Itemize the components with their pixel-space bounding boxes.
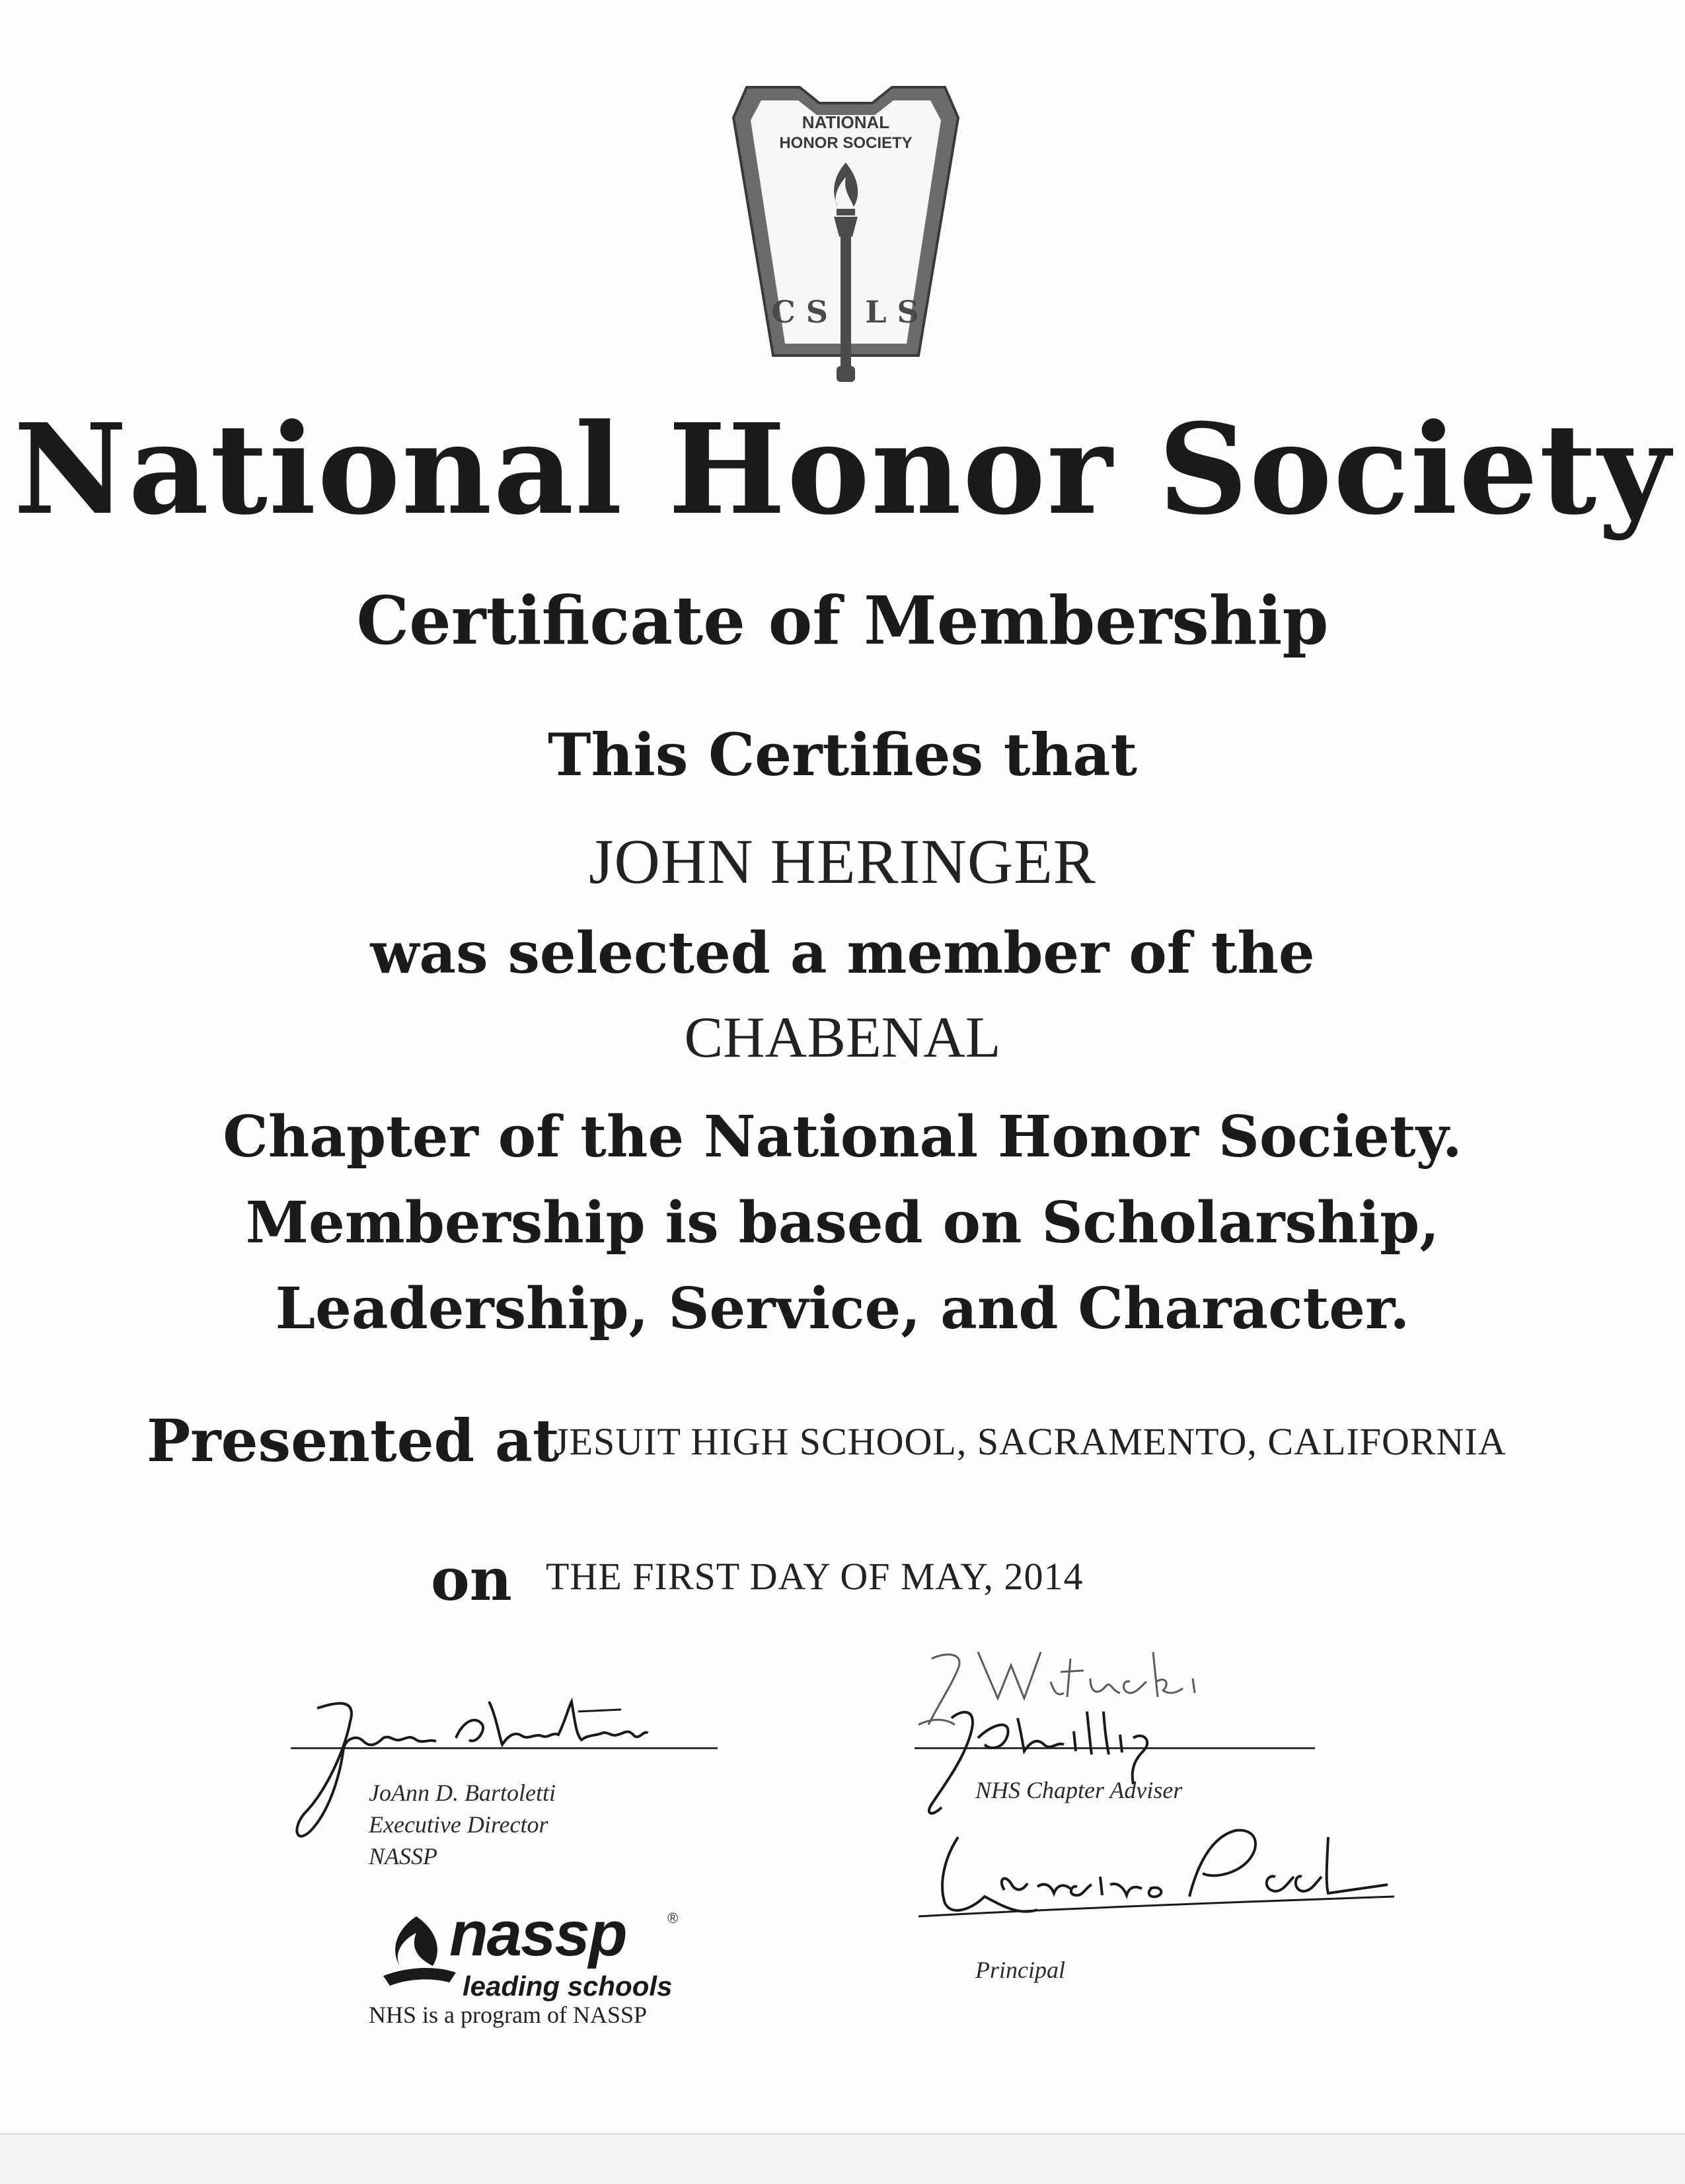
presented-label: Presented at: [147, 1406, 560, 1475]
nassp-registered-mark: ®: [667, 1910, 679, 1926]
principal-label: Principal: [975, 1957, 1065, 1983]
director-title: Executive Director: [369, 1811, 548, 1838]
nassp-wordmark: nassp: [449, 1899, 626, 1969]
description-line-2: Membership is based on Scholarship,: [245, 1189, 1440, 1256]
selected-line: was selected a member of the: [370, 920, 1315, 987]
certificate-subtitle: Certificate of Membership: [356, 582, 1329, 659]
emblem-top-text-1: NATIONAL: [802, 112, 890, 132]
director-org: NASSP: [369, 1843, 437, 1869]
emblem-top-text-2: HONOR SOCIETY: [779, 134, 913, 152]
member-name: JOHN HERINGER: [589, 826, 1096, 897]
description-line-3: Leadership, Service, and Character.: [275, 1275, 1410, 1342]
chapter-name: CHABENAL: [684, 1006, 1001, 1070]
nhs-emblem: [720, 78, 971, 389]
certificate-title: National Honor Society: [13, 396, 1672, 543]
nassp-tagline: leading schools: [463, 1971, 673, 2002]
description-line-1: Chapter of the National Honor Society.: [223, 1104, 1462, 1170]
adviser-label: NHS Chapter Adviser: [975, 1777, 1183, 1803]
program-line: NHS is a program of NASSP: [369, 2002, 648, 2028]
on-label: on: [431, 1545, 512, 1614]
certifies-line: This Certifies that: [548, 720, 1137, 789]
presented-value: JESUIT HIGH SCHOOL, SACRAMENTO, CALIFORNIA: [554, 1420, 1507, 1463]
director-name: JoAnn D. Bartoletti: [369, 1780, 556, 1806]
on-value: THE FIRST DAY OF MAY, 2014: [546, 1555, 1084, 1598]
emblem-left-letters: C S: [771, 294, 828, 330]
principal-signature: [905, 1811, 1407, 1943]
emblem-right-letters: L S: [865, 294, 919, 330]
scan-bottom-edge: [0, 2133, 1685, 2184]
